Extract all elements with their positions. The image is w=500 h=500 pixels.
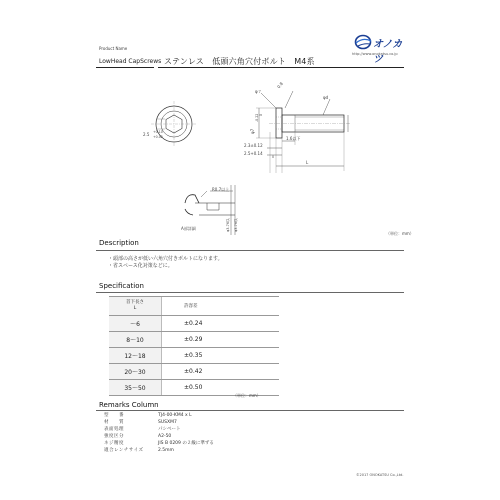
remarks-key: 表面処理 — [104, 427, 124, 432]
side-view — [256, 91, 351, 173]
technical-drawing — [135, 75, 395, 245]
dim-left-1: 2.5 — [143, 132, 150, 137]
row-tolerance: ±0.42 — [162, 364, 280, 380]
dim-detail-label: A部詳細 — [181, 226, 196, 231]
table-row — [109, 316, 279, 332]
row-range: 8～10 — [109, 332, 162, 348]
header-length-label: 首下長さ — [126, 300, 144, 305]
row-range: 35～50 — [109, 380, 162, 396]
remarks-row — [104, 448, 174, 454]
company-url[interactable]: http://www.onokatsu.co.jp — [352, 52, 398, 56]
remarks-value: TJ4-00-KM4 x L — [158, 413, 192, 418]
remarks-title: Remarks Column — [99, 401, 159, 409]
dim-length-L: L — [306, 160, 309, 165]
header-length-symbol: L — [133, 306, 137, 311]
dim-head-dia-1: φ7 — [250, 128, 255, 134]
dim-0-8: 0.8 — [276, 81, 284, 90]
drawing-unit-note: （単位：mm） — [386, 231, 414, 236]
product-name-label: Product Name — [99, 46, 128, 51]
remarks-value: パシベート — [158, 427, 181, 432]
dim-left-3: +0.02 — [153, 135, 163, 139]
logo-text: オノカツ — [373, 39, 403, 65]
header-cell-length — [109, 297, 162, 316]
header-rule-left — [96, 67, 154, 68]
dim-phi-d: φd — [323, 95, 329, 100]
dim-head-height-1: 2.3±0.12 — [244, 143, 263, 148]
remarks-row — [104, 441, 214, 447]
remarks-value: A2-50 — [158, 434, 172, 439]
row-tolerance: ±0.24 — [162, 316, 280, 332]
end-view — [151, 101, 197, 147]
dim-thread-length: 1.6以下 — [286, 136, 301, 141]
remarks-key: ネジ精度 — [104, 441, 124, 446]
dim-head-dia-3: 0 — [259, 113, 263, 116]
remarks-row — [104, 420, 177, 426]
footer-copyright: ©2017 ONOKATSU Co.,Ltd. — [356, 473, 404, 477]
specification-rule — [96, 292, 404, 293]
remarks-value: JIS B 0209 の２級に準ずる — [158, 441, 214, 446]
remarks-key: 型 番 — [104, 413, 124, 418]
tolerance-table — [109, 296, 279, 396]
description-title: Description — [99, 239, 139, 247]
description-line-1: ・頭部の高さが低い六角穴付きボルトになります。 — [108, 256, 223, 262]
remarks-row — [104, 434, 171, 440]
dim-sub-1: φ3.76以 — [226, 218, 230, 232]
row-range: 20～30 — [109, 364, 162, 380]
logo-globe-icon — [354, 34, 374, 50]
table-row — [109, 332, 279, 348]
row-range: 12～18 — [109, 348, 162, 364]
remarks-key: 適合レンチサイズ — [104, 448, 144, 453]
dim-phi7: φ７ — [255, 89, 262, 94]
row-range: ～6 — [109, 316, 162, 332]
dim-left-2: +0.10 — [153, 130, 163, 134]
product-english-name: LowHead CapScrews — [99, 58, 162, 65]
description-line-2: ・省スペース化対策などに。 — [108, 263, 173, 269]
dim-head-dia-2: -0.22 — [255, 113, 259, 122]
description-rule — [96, 250, 404, 251]
table-header-row — [109, 297, 279, 316]
remarks-key: 強度区分 — [104, 434, 124, 439]
remarks-key: 材 質 — [104, 420, 124, 425]
remarks-row — [104, 427, 181, 433]
table-row — [109, 364, 279, 380]
specification-title: Specification — [99, 282, 144, 290]
dim-head-height-2: 2.5+0.14 — [244, 151, 263, 156]
dim-sub-2: φ3.76以 — [234, 218, 238, 232]
row-tolerance: ±0.50 — [162, 380, 280, 396]
table-row — [109, 348, 279, 364]
row-tolerance: ±0.35 — [162, 348, 280, 364]
product-japanese-name: ステンレス 低頭六角穴付ボルト M4系 — [164, 57, 315, 66]
dim-head-height-3: 0 — [272, 155, 275, 159]
remarks-rule — [96, 410, 404, 411]
header-cell-tolerance: 許容差 — [162, 297, 280, 316]
remarks-value: SUSXM7 — [158, 420, 177, 425]
remarks-value: 2.5mm — [158, 448, 174, 453]
remarks-row — [104, 413, 192, 419]
header-rule-right — [158, 67, 404, 68]
table-unit-note: （単位：mm） — [233, 393, 261, 398]
dim-r-label: R0.7以上 — [212, 187, 230, 192]
row-tolerance: ±0.29 — [162, 332, 280, 348]
